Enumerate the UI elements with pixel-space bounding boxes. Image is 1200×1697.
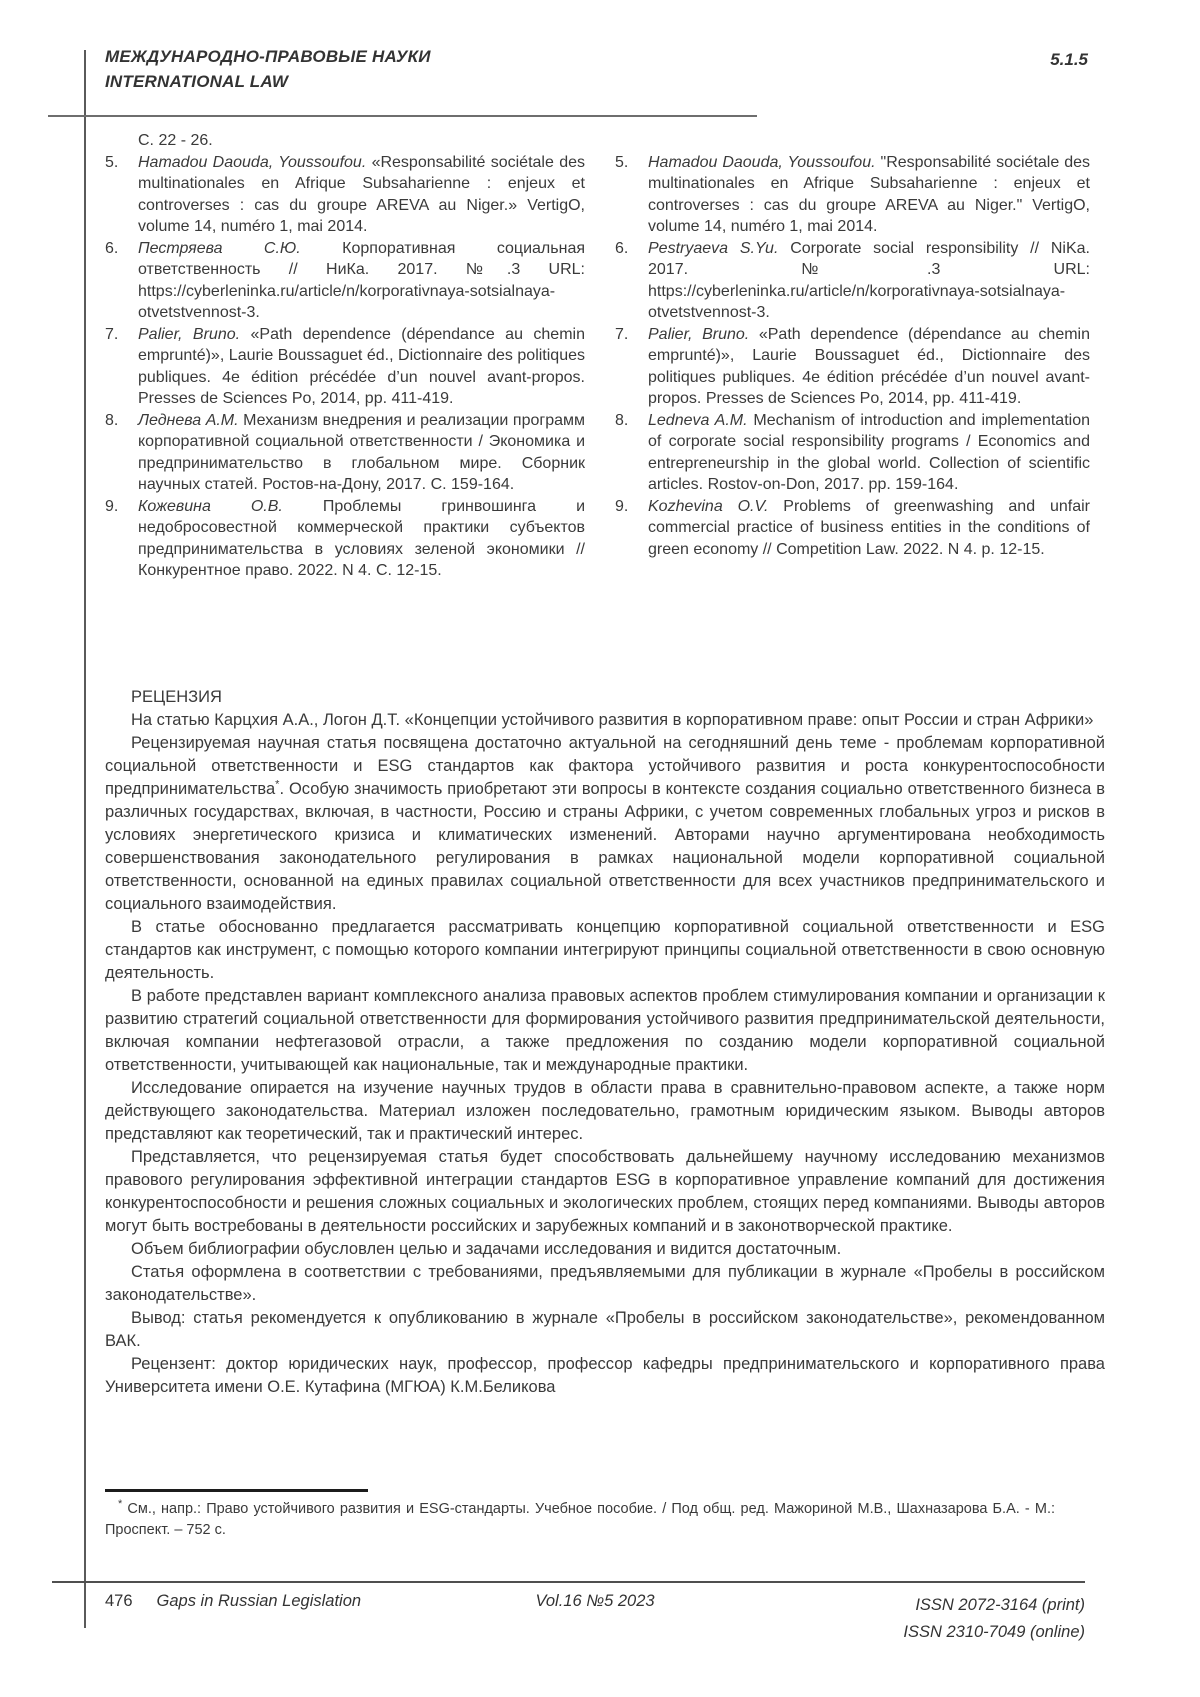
reference-text [138, 410, 585, 496]
review-paragraph: Вывод: статья рекомендуется к опубликованию в журнале «Пробелы в российском законодательстве», рекомендованном ВАК. [105, 1309, 1105, 1350]
reference-number: 8. [105, 411, 119, 429]
reference-text [648, 238, 1090, 324]
reference-text [648, 496, 1090, 561]
reference-author: Леднева А.М. [138, 411, 239, 429]
reference-item [105, 324, 585, 410]
reference-number: 5. [105, 153, 119, 171]
footnote-separator [105, 1489, 368, 1492]
page-number: 476 [105, 1592, 133, 1610]
reference-item [105, 238, 585, 324]
rubric-ru: МЕЖДУНАРОДНО-ПРАВОВЫЕ НАУКИ [105, 47, 431, 66]
reference-number: 8. [615, 411, 629, 429]
footer-right [655, 1592, 1085, 1646]
header-rule [48, 115, 757, 117]
footer-left [105, 1592, 535, 1611]
reference-item [615, 238, 1090, 324]
page-footer [105, 1592, 1085, 1646]
reference-number: 9. [105, 497, 119, 515]
reference-number: 7. [615, 325, 629, 343]
review-paragraph [105, 732, 1105, 916]
issn-print: ISSN 2072-3164 (print) [915, 1596, 1085, 1614]
references-column-right [615, 130, 1090, 582]
reference-body: «Path dependence (dépendance au chemin emprunté)», Laurie Boussaguet éd., Dictionnaire des politiques publiques. 4e édition précédée d’un nouvel avant-propos. Presses de Sciences Po, 2014, pp. 411-419. [138, 325, 585, 407]
footnote-marker: * [118, 1498, 123, 1511]
volume-issue: Vol.16 №5 2023 [535, 1592, 655, 1610]
review-paragraph: Исследование опирается на изучение научных трудов в области права в сравнительно-правовом аспекте, а также норм действующего законодательства. Материал изложен последовательно, грамотным юридическим языком. Выводы авторов представляют как теоретический, так и практический интерес. [105, 1079, 1105, 1143]
review-paragraph: В статье обоснованно предлагается рассматривать концепцию корпоративной социальной ответственности и ESG стандартов как инструмент, с помощью которого компании интегрируют принципы социальной ответственности в свою основную деятельность. [105, 918, 1105, 982]
reference-text [138, 152, 585, 238]
review-paragraph: Представляется, что рецензируемая статья будет способствовать дальнейшему научному исследованию механизмов правового регулирования эффективной интеграции стандартов ESG в корпоративное управление компаний для достижения конкурентоспособности и решения сложных социальных и экологических проблем, стоящих перед компаниями. Выводы авторов могут быть востребованы в деятельности российских и зарубежных компаний и в законотворческой практике. [105, 1148, 1105, 1235]
reference-item [105, 410, 585, 496]
reference-body: Problems of greenwashing and unfair commercial practice of business entities in the conditions of green economy // Competition Law. 2022. N 4. p. 12-15. [648, 497, 1090, 558]
reference-body: «Path dependence (dépendance au chemin emprunté)», Laurie Boussaguet éd., Dictionnaire des politiques publiques. 4e édition précédée d’un nouvel avant-propos. Presses de Sciences Po, 2014, pp. 411-419. [648, 325, 1090, 407]
reference-number: 5. [615, 153, 629, 171]
review-paragraph: В работе представлен вариант комплексного анализа правовых аспектов проблем стимулирования компании и организации к развитию стратегий социальной ответственности для формирования устойчивого развития предпринимательской деятельности, включая компании нефтегазовой отрасли, а также предложения по созданию модели корпоративной социальной ответственности, учитывающей как национальные, так и международные практики. [105, 987, 1105, 1074]
journal-title: Gaps in Russian Legislation [156, 1592, 362, 1610]
reference-author: Кожевина О.В. [138, 497, 283, 515]
review-paragraph: Рецензент: доктор юридических наук, профессор, профессор кафедры предпринимательского и корпоративного права Университета имени О.Е. Кутафина (МГЮА) К.М.Беликова [105, 1355, 1105, 1396]
footer-rule [52, 1581, 1085, 1583]
reference-number: 7. [105, 325, 119, 343]
reference-item [615, 324, 1090, 410]
reference-text [648, 410, 1090, 496]
reference-author: Пестряева С.Ю. [138, 239, 301, 257]
review-heading: РЕЦЕНЗИЯ [131, 688, 222, 706]
reference-number: 6. [105, 239, 119, 257]
reference-text [138, 238, 585, 324]
review-paragraph: Объем библиографии обусловлен целью и задачами исследования и видится достаточным. [131, 1240, 842, 1258]
reference-author: Hamadou Daouda, Youssoufou. [138, 153, 367, 171]
review-section [105, 686, 1105, 1399]
reference-body: Mechanism of introduction and implementation of corporate social responsibility programs / Economics and entrepreneurship in the global world. Collection of scientific articles. Rostov-on-Don, 2017. pp. 159-164. [648, 411, 1090, 493]
reference-carryover: С. 22 - 26. [138, 132, 213, 149]
review-intro: На статью Карцхия А.А., Логон Д.Т. «Концепции устойчивого развития в корпоративном праве: опыт России и стран Африки» [131, 711, 1094, 729]
reference-author: Kozhevina O.V. [648, 497, 769, 515]
reference-item [105, 496, 585, 582]
reference-body: Механизм внедрения и реализации программ корпоративной социальной ответственности / Экономика и предпринимательство в глобальном мире. Сборник научных статей. Ростов-на-Дону, 2017. С. 159-164. [138, 411, 586, 493]
reference-item [105, 152, 585, 238]
reference-author: Pestryaeva S.Yu. [648, 239, 779, 257]
classification-code: 5.1.5 [1050, 50, 1088, 69]
reference-item [615, 152, 1090, 238]
review-paragraph-text: Рецензируемая научная статья посвящена достаточно актуальной на сегодняшний день теме - проблемам корпоративной социальной ответственности и ESG стандартов как фактора устойчивого развития и роста конкурентоспособности предпринимательства [105, 734, 1105, 798]
review-paragraph-text: . Особую значимость приобретают эти вопросы в контексте создания социально ответственного бизнеса в различных государствах, включая, в частности, Россию и страны Африки, с учетом современных глобальных угроз и рисков в условиях энергетического кризиса и климатических изменений. Авторами научно аргументирована необходимость совершенствования законодательного регулирования в рамках национальной модели корпоративной социальной ответственности, основанной на единых правилах социальной ответственности для всех участников предпринимательского и социального взаимодействия. [105, 780, 1105, 913]
reference-item [615, 410, 1090, 496]
footnote-text: См., напр.: Право устойчивого развития и ESG-стандарты. Учебное пособие. / Под общ. ред. Мажориной М.В., Шахназарова Б.А. - М.: Проспект. – 752 с. [105, 1501, 1055, 1538]
review-paragraph: Статья оформлена в соответствии с требованиями, предъявляемыми для публикации в журнале «Пробелы в российском законодательстве». [105, 1263, 1105, 1304]
footnote [105, 1499, 1055, 1540]
reference-body: Корпоративная социальная ответственность // НиКа. 2017. №.3 URL: https://cyberleninka.ru/article/n/korporativnaya-sotsialnaya-otvetstvennost-3. [138, 239, 586, 321]
reference-text [138, 324, 585, 410]
reference-body: Corporate social responsibility // NiKa. 2017. №.3 URL: https://cyberleninka.ru/article/n/korporativnaya-sotsialnaya-otvetstvennost-3. [648, 239, 1090, 321]
reference-body: «Responsabilité sociétale des multinationales en Afrique Subsaharienne : enjeux et controverses : cas du groupe AREVA au Niger.» VertigO, volume 14, numéro 1, mai 2014. [138, 153, 585, 235]
page-header [105, 44, 431, 94]
reference-author: Hamadou Daouda, Youssoufou. [648, 153, 876, 171]
reference-number: 6. [615, 239, 629, 257]
references-section [105, 130, 1090, 582]
reference-author: Palier, Bruno. [648, 325, 750, 343]
issn-online: ISSN 2310-7049 (online) [903, 1623, 1085, 1641]
footnote-asterisk: * [275, 778, 280, 791]
reference-body: "Responsabilité sociétale des multinationales en Afrique Subsaharienne : enjeux et controverses : cas du groupe AREVA au Niger." VertigO, volume 14, numéro 1, mai 2014. [648, 153, 1090, 235]
reference-text [648, 324, 1090, 410]
rubric-en: INTERNATIONAL LAW [105, 72, 289, 91]
reference-text [648, 152, 1090, 238]
reference-item [615, 496, 1090, 561]
reference-body: Проблемы гринвошинга и недобросовестной коммерческой практики субъектов предпринимательства в условиях зеленой экономики // Конкурентное право. 2022. N 4. С. 12-15. [138, 497, 586, 579]
reference-author: Palier, Bruno. [138, 325, 241, 343]
left-margin-rule [84, 50, 86, 1628]
reference-number: 9. [615, 497, 629, 515]
reference-author: Ledneva A.M. [648, 411, 748, 429]
reference-text [138, 496, 585, 582]
references-column-left [105, 130, 585, 582]
